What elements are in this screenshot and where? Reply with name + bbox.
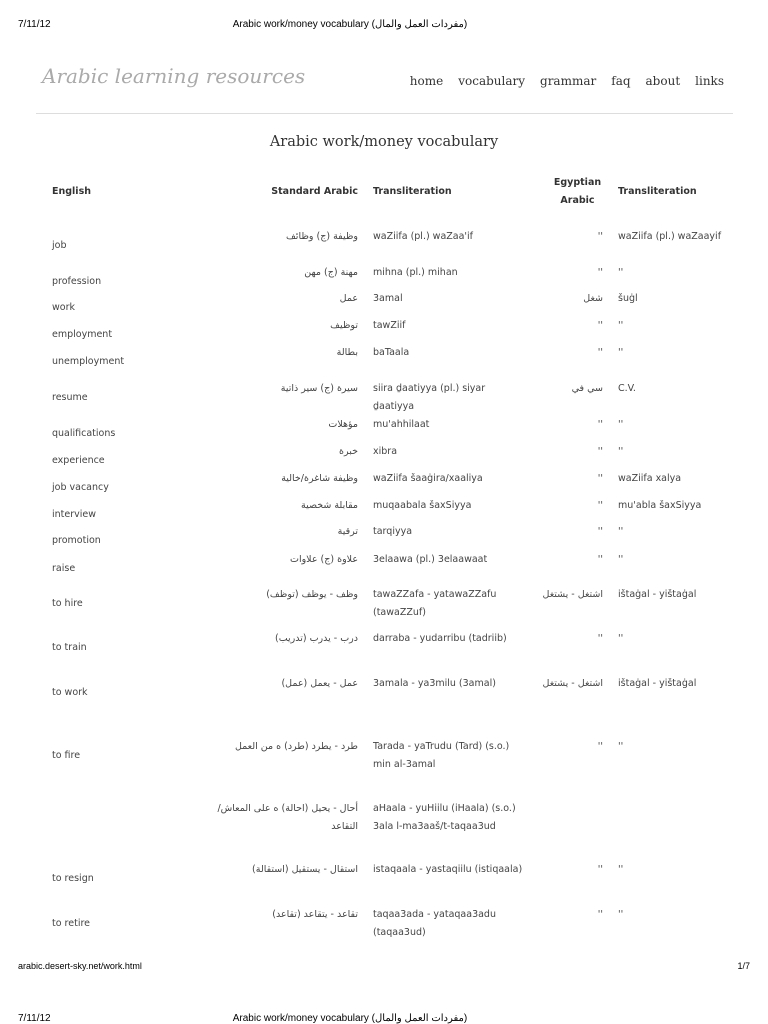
- cell-transliteration: 3amal: [373, 293, 403, 304]
- cell-egyptian-arabic: اشتغل - يشتغل: [542, 678, 603, 689]
- cell-standard-arabic: استقال - يستقيل (استقالة): [252, 864, 358, 875]
- cell-eg-transliteration: '': [618, 554, 624, 565]
- cell-egyptian-arabic: '': [597, 741, 603, 752]
- nav-about[interactable]: about: [645, 74, 681, 88]
- cell-egyptian-arabic: '': [597, 526, 603, 537]
- cell-egyptian-arabic: '': [597, 633, 603, 644]
- cell-eg-transliteration: '': [618, 526, 624, 537]
- cell-standard-arabic: توظيف: [330, 320, 358, 331]
- cell-english: employment: [52, 329, 113, 340]
- cell-eg-transliteration: '': [618, 446, 624, 457]
- next-print-date: 7/11/12: [18, 1013, 51, 1024]
- cell-standard-arabic: طرد - يطرد (طرد) ه من العمل: [234, 741, 358, 752]
- cell-english: resume: [52, 392, 88, 403]
- cell-eg-transliteration: šuġl: [618, 293, 638, 304]
- site-title[interactable]: Arabic learning resources: [42, 64, 306, 88]
- cell-eg-transliteration: '': [618, 267, 624, 278]
- cell-english: to train: [52, 642, 87, 653]
- cell-standard-arabic: خبرة: [339, 446, 358, 457]
- cell-egyptian-arabic: '': [597, 267, 603, 278]
- cell-english: promotion: [52, 535, 101, 546]
- cell-egyptian-arabic: '': [597, 347, 603, 358]
- cell-standard-arabic: وظف - يوظف (توظف): [266, 589, 358, 600]
- header-standard-arabic: Standard Arabic: [271, 186, 358, 197]
- cell-eg-transliteration: waZiifa (pl.) waZaayif: [618, 231, 722, 242]
- cell-standard-arabic: مهنة (ج) مهن: [304, 267, 358, 278]
- cell-egyptian-arabic: '': [597, 446, 603, 457]
- cell-standard-arabic: عمل - يعمل (عمل): [281, 678, 358, 689]
- cell-standard-arabic: مؤهلات: [328, 419, 358, 430]
- main-nav: [410, 74, 724, 88]
- cell-english: to retire: [52, 918, 91, 929]
- cell-standard-arabic: سيرة (ج) سير ذاتية: [280, 383, 358, 394]
- header-english: English: [52, 186, 91, 197]
- cell-standard-arabic: تقاعد - يتقاعد (تقاعد): [272, 909, 358, 920]
- cell-transliteration: mihna (pl.) mihan: [373, 267, 458, 278]
- cell-standard-arabic: وظيفة (ج) وظائف: [285, 231, 358, 242]
- cell-english: to resign: [52, 873, 94, 884]
- cell-transliteration: tawZiif: [373, 320, 406, 331]
- footer-page: 1/7: [737, 961, 750, 971]
- cell-eg-transliteration: ištaġal - yištaġal: [618, 589, 697, 600]
- cell-egyptian-arabic: '': [597, 864, 603, 875]
- cell-egyptian-arabic: '': [597, 473, 603, 484]
- cell-transliteration: 3amala - ya3milu (3amal): [373, 678, 496, 689]
- cell-transliteration: baTaala: [373, 347, 410, 358]
- cell-eg-transliteration: C.V.: [618, 383, 636, 394]
- cell-egyptian-arabic: '': [597, 231, 603, 242]
- cell-english: experience: [52, 455, 105, 466]
- footer-url[interactable]: arabic.desert-sky.net/work.html: [18, 961, 142, 971]
- cell-eg-transliteration: '': [618, 419, 624, 430]
- nav-vocabulary[interactable]: vocabulary: [458, 74, 526, 88]
- nav-links[interactable]: links: [695, 74, 724, 88]
- cell-standard-arabic: بطالة: [336, 347, 358, 358]
- cell-transliteration: tawaZZafa - yatawaZZafu (tawaZZuf): [373, 589, 497, 618]
- cell-english: profession: [52, 276, 102, 287]
- page-title: Arabic work/money vocabulary: [269, 134, 499, 150]
- nav-grammar[interactable]: grammar: [540, 74, 597, 88]
- cell-english: unemployment: [52, 356, 125, 367]
- cell-transliteration: 3elaawa (pl.) 3elaawaat: [373, 554, 488, 565]
- cell-english: work: [52, 302, 75, 313]
- cell-eg-transliteration: '': [618, 633, 624, 644]
- cell-egyptian-arabic: شغل: [583, 293, 603, 304]
- cell-transliteration: tarqiyya: [373, 526, 413, 537]
- header-egyptian-arabic: Egyptian Arabic: [553, 177, 602, 206]
- header-eg-transliteration: Transliteration: [618, 186, 697, 197]
- cell-standard-arabic: ترقية: [337, 526, 358, 537]
- cell-eg-transliteration: waZiifa xalya: [618, 473, 682, 484]
- cell-english: job vacancy: [52, 482, 109, 493]
- cell-standard-arabic: أحال - يحيل (احالة) ه على المعاش/التقاعد: [217, 803, 358, 832]
- cell-english: to work: [52, 687, 88, 698]
- next-print-title: Arabic work/money vocabulary (مفردات العمل والمال): [232, 1013, 468, 1024]
- cell-standard-arabic: وظيفة شاغرة/خالية: [281, 473, 358, 484]
- cell-transliteration: waZiifa (pl.) waZaa'if: [373, 231, 474, 242]
- cell-egyptian-arabic: '': [597, 909, 603, 920]
- print-title: Arabic work/money vocabulary (مفردات العمل والمال): [232, 19, 468, 30]
- cell-eg-transliteration: '': [618, 347, 624, 358]
- cell-eg-transliteration: ištaġal - yištaġal: [618, 678, 697, 689]
- nav-home[interactable]: home: [409, 74, 444, 88]
- cell-transliteration: xibra: [373, 446, 398, 457]
- cell-transliteration: siira ḏaatiyya (pl.) siyar ḏaatiyya: [373, 383, 486, 412]
- nav-faq[interactable]: faq: [611, 74, 631, 88]
- cell-transliteration: taqaa3ada - yataqaa3adu (taqaa3ud): [373, 909, 496, 938]
- cell-standard-arabic: علاوة (ج) علاوات: [290, 554, 358, 565]
- cell-transliteration: Tarada - yaTrudu (Tard) (s.o.) min al-3amal: [373, 741, 510, 770]
- cell-standard-arabic: مقابلة شخصية: [301, 500, 358, 511]
- cell-english: job: [52, 240, 67, 251]
- cell-eg-transliteration: '': [618, 864, 624, 875]
- cell-egyptian-arabic: سي في: [571, 383, 603, 394]
- cell-english: qualifications: [52, 428, 116, 439]
- cell-transliteration: muqaabala šaxSiyya: [373, 500, 472, 511]
- cell-eg-transliteration: '': [618, 320, 624, 331]
- cell-transliteration: istaqaala - yastaqiilu (istiqaala): [373, 864, 523, 875]
- cell-transliteration: waZiifa šaaġira/xaaliya: [373, 473, 483, 484]
- cell-transliteration: mu'ahhilaat: [373, 419, 430, 430]
- cell-eg-transliteration: '': [618, 741, 624, 752]
- cell-standard-arabic: درب - يدرب (تدريب): [274, 633, 358, 644]
- print-date: 7/11/12: [18, 19, 51, 30]
- cell-english: interview: [52, 509, 97, 520]
- cell-egyptian-arabic: '': [597, 554, 603, 565]
- cell-english: raise: [52, 563, 76, 574]
- cell-english: to fire: [52, 750, 81, 761]
- cell-egyptian-arabic: اشتغل - يشتغل: [542, 589, 603, 600]
- header-divider: [36, 113, 733, 114]
- cell-standard-arabic: عمل: [339, 293, 358, 304]
- header-transliteration: Transliteration: [373, 186, 452, 197]
- cell-egyptian-arabic: '': [597, 500, 603, 511]
- cell-transliteration: aHaala - yuHiilu (iHaala) (s.o.) 3ala l-ma3aaš/t-taqaa3ud: [373, 803, 516, 832]
- cell-egyptian-arabic: '': [597, 419, 603, 430]
- cell-transliteration: darraba - yudarribu (tadriib): [373, 633, 507, 644]
- cell-egyptian-arabic: '': [597, 320, 603, 331]
- cell-english: to hire: [52, 598, 83, 609]
- cell-eg-transliteration: mu'abla šaxSiyya: [618, 500, 702, 511]
- cell-eg-transliteration: '': [618, 909, 624, 920]
